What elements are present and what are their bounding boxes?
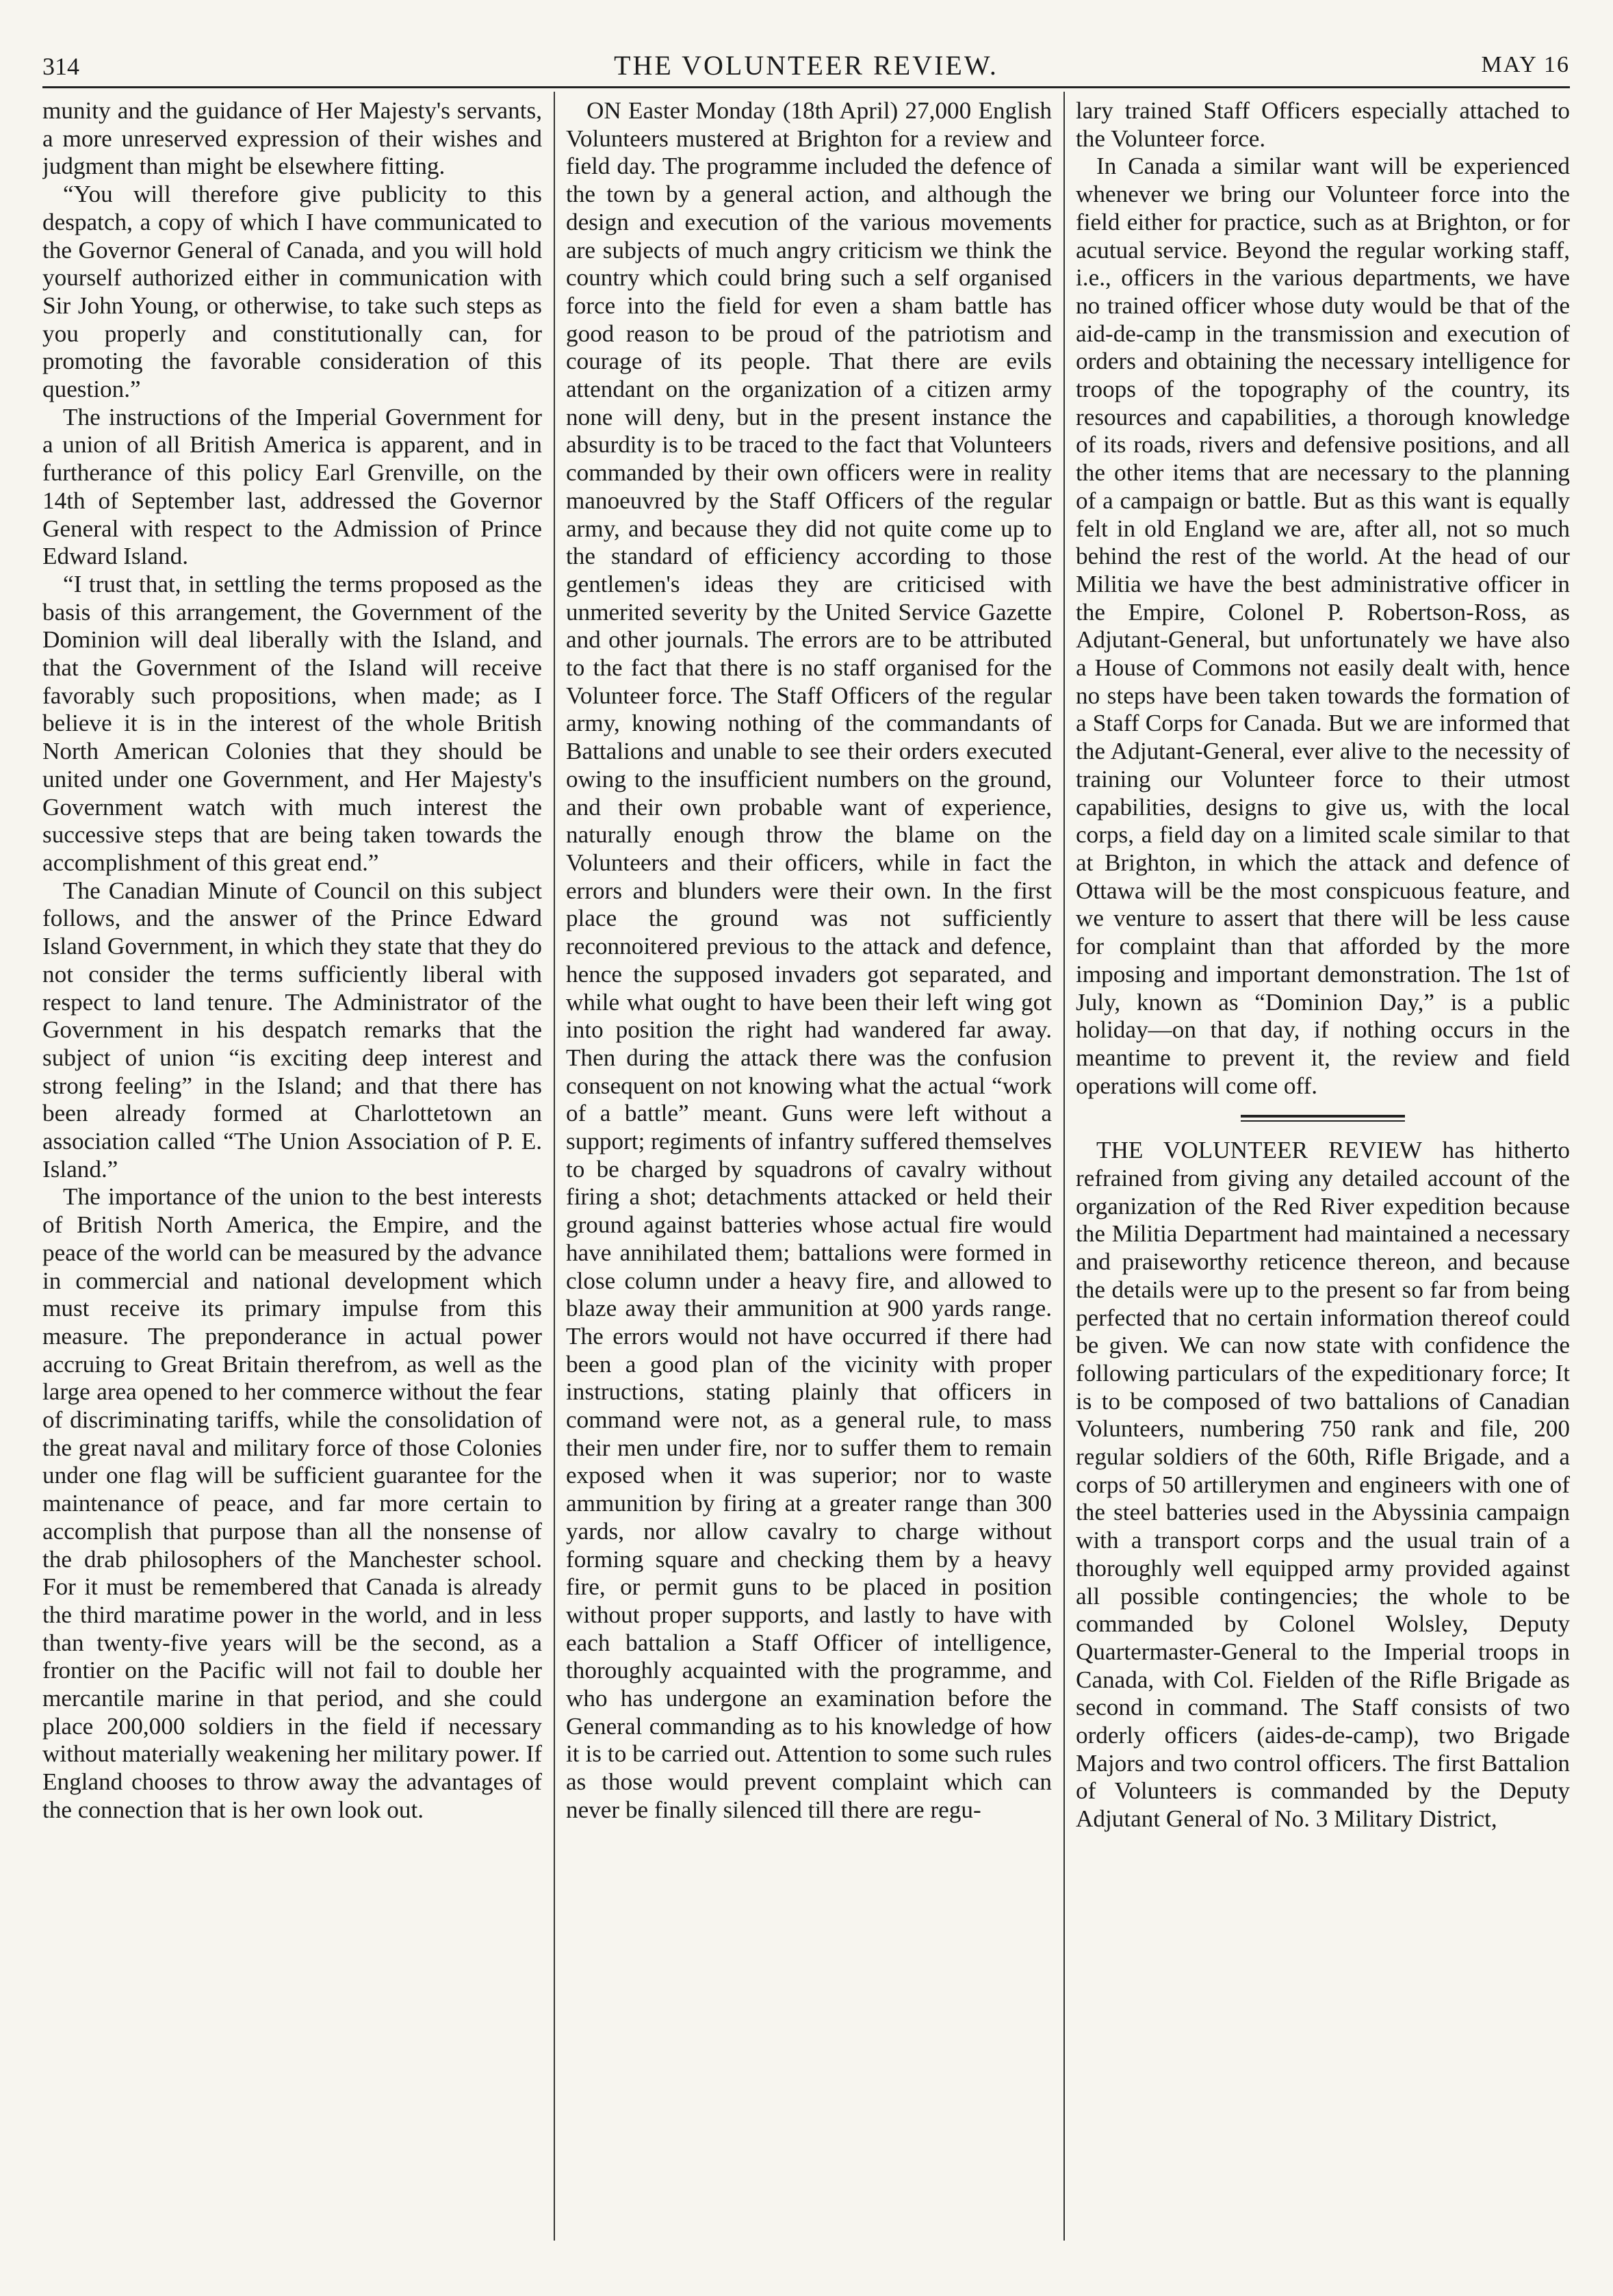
paragraph: In Canada a similar want will be experienced whenever we bring our Volunteer force into the field either for practice, such as at Brighton, or for acutual service. Beyond the regular working staff, i.e., officers in the various departments, we have no trained officer whose duty would be that of the aid-de-camp in the transmission and execution of orders and obtaining the necessary intelligence for troops of the topography of the country, its resources and capabilities, a thorough knowledge of its roads, rivers and defensive positions, and all the other items that are necessary to the planning of a campaign or battle. But as this want is equally felt in old England we are, after all, not so much behind the rest of the world. At the head of our Militia we have the best administrative officer in the Empire, Colonel P. Robertson-Ross, as Adjutant-General, but unfortunately we have also a House of Commons not easily dealt with, hence no steps have been taken towards the formation of a Staff Corps for Canada. But we are informed that the Adjutant-General, ever alive to the necessity of training our Volunteer force to their utmost capabilities, designs to give us, with the local corps, a field day on a limited scale similar to that at Brighton, in which the attack and defence of Ottawa will be the most conspicuous feature, and we venture to assert that there will be less cause for complaint than that afforded by the more imposing and important demonstration. The 1st of July, known as “Dominion Day,” is a public holiday—on that day, if nothing occurs in the meantime to prevent it, the review and field operations will come off. [1076,153,1570,1099]
column-1 [42,97,542,2239]
column-2 [566,97,1052,2239]
paragraph: munity and the guidance of Her Majesty's servants, a more unreserved expression of their wishes and judgment than might be elsewhere fitting. [42,97,542,180]
paragraph: The instructions of the Imperial Government for a union of all British America is apparent, and in furtherance of this policy Earl Grenville, on the 14th of September last, addressed the Governor General with respect to the Admission of Prince Edward Island. [42,403,542,570]
article-red-river-expedition: THE VOLUNTEER REVIEW has hitherto refrained from giving any detailed account of the organization of the Red River expedition because the Militia Department had maintained a necessary and praiseworthy reticence thereon, and because the details were up to the present so far from being perfected that no certain information thereof could be given. We can now state with confidence the following particulars of the expeditionary force; It is to be composed of two battalions of Canadian Volunteers, numbering 750 rank and file, 200 regular soldiers of the 60th, Rifle Brigade, and a corps of 50 artillerymen and engineers with one of the steel batteries used in the Abyssinia campaign with a transport corps and the usual train of a thoroughly well equipped army provided against all possible contingencies; the whole to be commanded by Colonel Wolsley, Deputy Quartermaster-General to the Imperial troops in Canada, with Col. Fielden of the Rifle Brigade as second in command. The Staff consists of two orderly officers (aides-de-camp), two Brigade Majors and two control officers. The first Battalion of Volunteers is commanded by the Deputy Adjutant General of No. 3 Military District, [1076,1137,1570,1833]
column-divider-left [554,92,555,2241]
paragraph: “I trust that, in settling the terms proposed as the basis of this arrangement, the Government of the Dominion will deal liberally with the Island, and that the Government of the Island will receive favorably such propositions, when made; as I believe it is in the interest of the whole British North American Colonies that they should be united under one Government, and Her Majesty's Government watch with much interest the successive steps that are being taken towards the accomplishment of this great end.” [42,570,542,876]
paragraph: lary trained Staff Officers especially attached to the Volunteer force. [1076,97,1570,152]
paragraph: “You will therefore give publicity to this despatch, a copy of which I have communicated to the Governor General of Canada, and you will hold yourself authorized either in communication with Sir John Young, or otherwise, to take such steps as you properly and constitutionally can, for promoting the favorable consideration of this question.” [42,181,542,403]
page-header [42,44,1570,85]
column-3 [1076,97,1570,2239]
paragraph: The importance of the union to the best interests of British North America, the Empire, and the peace of the world can be measured by the advance in commercial and national development which must receive its primary impulse from this measure. The preponderance in actual power accruing to Great Britain therefrom, as well as the large area opened to her commerce without the fear of discriminating tariffs, while the consolidation of the great naval and military force of those Colonies under one flag will be sufficient guarantee for the maintenance of peace, and far more certain to accomplish that purpose than all the nonsense of the drab philosophers of the Manchester school. For it must be remembered that Canada is already the third maratime power in the world, and in less than twenty-five years will be the second, as a frontier on the Pacific will not fail to double her mercantile marine in that period, and she could place 200,000 soldiers in the field if necessary without materially weakening her military power. If England chooses to throw away the advantages of the connection that is her own look out. [42,1183,542,1823]
masthead-title: THE VOLUNTEER REVIEW. [614,50,998,81]
column-divider-right [1063,92,1065,2241]
page-number: 314 [42,53,79,80]
paragraph: The Canadian Minute of Council on this subject follows, and the answer of the Prince Edward Island Government, in which they state that they do not consider the terms sufficiently liberal with respect to land tenure. The Administrator of the Government in his despatch remarks that the subject of union “is exciting deep interest and strong feeling” in the Island; and that there has been already formed at Charlottetown an association called “The Union Association of P. E. Island.” [42,877,542,1183]
article-brighton-review: ON Easter Monday (18th April) 27,000 English Volunteers mustered at Brighton for a review and field day. The programme included the defence of the town by a general action, and although the design and execution of the various movements are subjects of much angry criticism we think the country which could bring such a self organised force into the field for even a sham battle has good reason to be proud of the patriotism and courage of its people. That there are evils attendant on the organization of a citizen army none will deny, but in the present instance the absurdity is to be traced to the fact that Volunteers commanded by their own officers were in reality manoeuvred by the Staff Officers of the regular army, and because they did not quite come up to the standard of efficiency according to those gentlemen's ideas they are criticised with unmerited severity by the United Service Gazette and other journals. The errors are to be attributed to the fact that there is no staff organised for the Volunteer force. The Staff Officers of the regular army, knowing nothing of the commandants of Battalions and unable to see their orders executed owing to the insufficient numbers on the ground, and their own probable want of experience, naturally enough throw the blame on the Volunteers and their officers, while in fact the errors and blunders were their own. In the first place the ground was not sufficiently reconnoitered previous to the attack and defence, hence the supposed invaders got separated, and while what ought to have been their left wing got into position the right had wandered far away. Then during the attack there was the confusion consequent on not knowing what the actual “work of a battle” meant. Guns were left without a support; regiments of infantry suffered themselves to be charged by squadrons of cavalry without firing a shot; detachments attacked or held their ground against batteries whose actual fire would have annihilated them; battalions were formed in close column under a heavy fire, and allowed to blaze away their ammunition at 900 yards range. The errors would not have occurred if there had been a good plan of the vicinity with proper instructions, stating plainly that officers in command were not, as a general rule, to mass their men under fire, nor to suffer them to remain exposed when it was superior; nor to waste ammunition by firing at a greater range than 300 yards, nor allow cavalry to charge without forming square and checking them by a heavy fire, or permit guns to be placed in position without proper supports, and lastly to have with each battalion a Staff Officer of intelligence, thoroughly acquainted with the programme, and who has undergone an examination before the General commanding as to his knowledge of how it is to be carried out. Attention to some such rules as those would prevent complaint which can never be finally silenced till there are regu- [566,97,1052,1823]
issue-date: MAY 16 [1481,52,1570,77]
header-rule [42,86,1570,88]
section-separator [1241,1115,1405,1122]
